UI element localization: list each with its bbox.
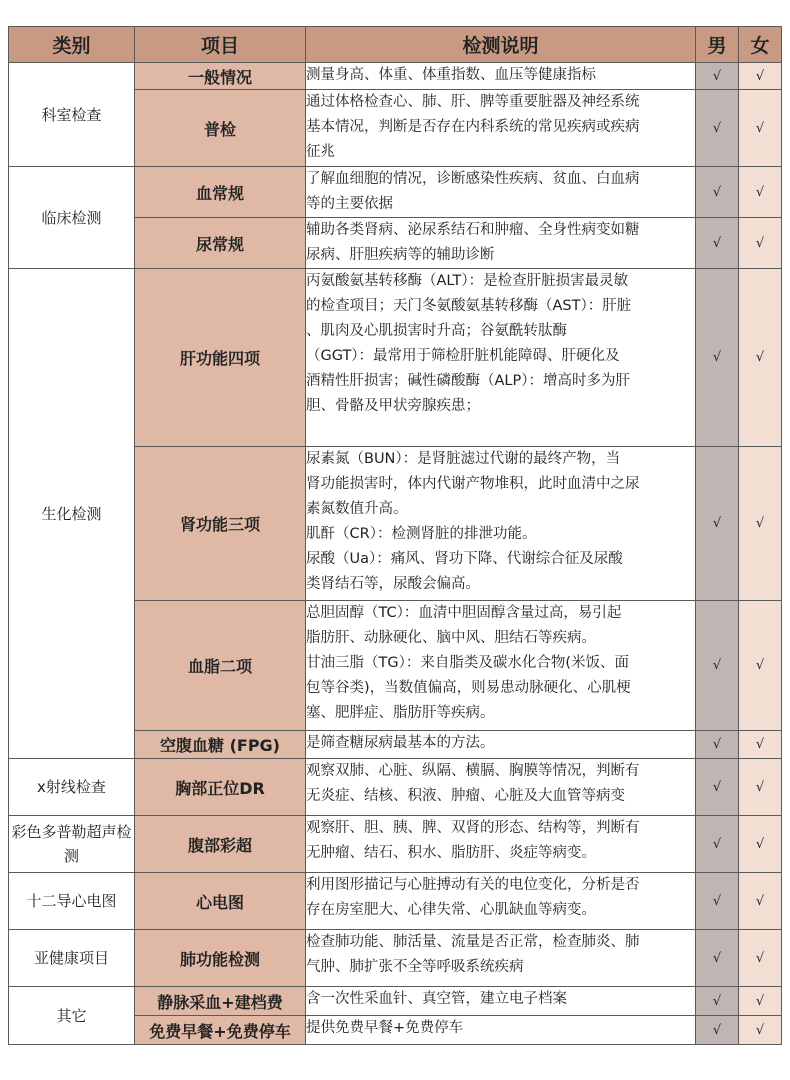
- category-cell: 科室检查: [9, 63, 135, 167]
- female-check: √: [739, 759, 782, 816]
- male-check: √: [696, 731, 739, 759]
- category-cell: x射线检查: [9, 759, 135, 816]
- table-row: [9, 987, 782, 1016]
- male-check: √: [696, 601, 739, 731]
- male-check: √: [696, 987, 739, 1016]
- table-row: [9, 930, 782, 987]
- table-row: [9, 63, 782, 90]
- table-row: [9, 759, 782, 816]
- female-check: √: [739, 167, 782, 218]
- header-category: 类别: [9, 27, 135, 63]
- category-cell: 彩色多普勒超声检测: [9, 816, 135, 873]
- female-check: √: [739, 269, 782, 447]
- category-cell: 亚健康项目: [9, 930, 135, 987]
- male-check: √: [696, 816, 739, 873]
- header-desc: 检测说明: [306, 27, 696, 63]
- exam-table: [8, 26, 782, 1045]
- category-cell: 其它: [9, 987, 135, 1045]
- female-check: √: [739, 1016, 782, 1045]
- female-check: √: [739, 601, 782, 731]
- female-check: √: [739, 218, 782, 269]
- header-item: 项目: [135, 27, 306, 63]
- female-check: √: [739, 930, 782, 987]
- category-cell: 临床检测: [9, 167, 135, 269]
- male-check: √: [696, 873, 739, 930]
- desc-cell: 利用图形描记与心脏搏动有关的电位变化，分析是否 存在房室肥大、心律失常、心肌缺血等病变。: [306, 873, 696, 930]
- desc-cell: 测量身高、体重、体重指数、血压等健康指标: [306, 63, 696, 90]
- female-check: √: [739, 63, 782, 90]
- female-check: √: [739, 987, 782, 1016]
- male-check: √: [696, 90, 739, 167]
- item-cell: 肾功能三项: [135, 447, 306, 601]
- item-cell: 心电图: [135, 873, 306, 930]
- item-cell: 一般情况: [135, 63, 306, 90]
- male-check: √: [696, 1016, 739, 1045]
- female-check: √: [739, 447, 782, 601]
- male-check: √: [696, 447, 739, 601]
- item-cell: 尿常规: [135, 218, 306, 269]
- female-check: √: [739, 816, 782, 873]
- desc-cell: 含一次性采血针、真空管，建立电子档案: [306, 987, 696, 1016]
- header-female: 女: [739, 27, 782, 63]
- table-row: [9, 269, 782, 447]
- desc-cell: 辅助各类肾病、泌尿系结石和肿瘤、全身性病变如糖 尿病、肝胆疾病等的辅助诊断: [306, 218, 696, 269]
- item-cell: 肝功能四项: [135, 269, 306, 447]
- item-cell: 静脉采血+建档费: [135, 987, 306, 1016]
- male-check: √: [696, 930, 739, 987]
- table-header-row: [9, 27, 782, 63]
- male-check: √: [696, 759, 739, 816]
- desc-cell: 是筛查糖尿病最基本的方法。: [306, 731, 696, 759]
- category-cell: 十二导心电图: [9, 873, 135, 930]
- table-row: [9, 816, 782, 873]
- male-check: √: [696, 63, 739, 90]
- desc-cell: 通过体格检查心、肺、肝、脾等重要脏器及神经系统 基本情况，判断是否存在内科系统的常见疾病或疾病 征兆: [306, 90, 696, 167]
- item-cell: 腹部彩超: [135, 816, 306, 873]
- desc-cell: 尿素氮（BUN）：是肾脏滤过代谢的最终产物，当 肾功能损害时，体内代谢产物堆积，此时血清中之尿 素氮数值升高。 肌酐（CR）：检测肾脏的排泄功能。 尿酸（Ua）：痛风、肾功下降、代谢综合征及尿酸 类肾结石等，尿酸会偏高。: [306, 447, 696, 601]
- female-check: √: [739, 873, 782, 930]
- item-cell: 空腹血糖 (FPG): [135, 731, 306, 759]
- table-row: [9, 167, 782, 218]
- category-cell: 生化检测: [9, 269, 135, 759]
- desc-cell: 丙氨酸氨基转移酶（ALT）：是检查肝脏损害最灵敏 的检查项目；天门冬氨酸氨基转移酶（AST）：肝脏 、肌肉及心肌损害时升高；谷氨酰转肽酶 （GGT）：最常用于筛检肝脏机能障碍、肝硬化及 酒精性肝损害；碱性磷酸酶（ALP）：增高时多为肝 胆、骨骼及甲状旁腺疾患；: [306, 269, 696, 447]
- header-male: 男: [696, 27, 739, 63]
- item-cell: 肺功能检测: [135, 930, 306, 987]
- desc-cell: 检查肺功能、肺活量、流量是否正常，检查肺炎、肺 气肿、肺扩张不全等呼吸系统疾病: [306, 930, 696, 987]
- item-cell: 免费早餐+免费停车: [135, 1016, 306, 1045]
- table-row: [9, 873, 782, 930]
- female-check: √: [739, 90, 782, 167]
- male-check: √: [696, 167, 739, 218]
- item-cell: 血脂二项: [135, 601, 306, 731]
- female-check: √: [739, 731, 782, 759]
- male-check: √: [696, 269, 739, 447]
- male-check: √: [696, 218, 739, 269]
- desc-cell: 观察双肺、心脏、纵隔、横膈、胸膜等情况，判断有 无炎症、结核、积液、肿瘤、心脏及大血管等病变: [306, 759, 696, 816]
- item-cell: 胸部正位DR: [135, 759, 306, 816]
- item-cell: 普检: [135, 90, 306, 167]
- item-cell: 血常规: [135, 167, 306, 218]
- desc-cell: 了解血细胞的情况，诊断感染性疾病、贫血、白血病 等的主要依据: [306, 167, 696, 218]
- desc-cell: 提供免费早餐+免费停车: [306, 1016, 696, 1045]
- desc-cell: 总胆固醇（TC）：血清中胆固醇含量过高，易引起 脂肪肝、动脉硬化、脑中风、胆结石等疾病。 甘油三脂（TG）：来自脂类及碳水化合物(米饭、面 包等谷类)，当数值偏高，则易患动脉硬化、心肌梗 塞、肥胖症、脂肪肝等疾病。: [306, 601, 696, 731]
- desc-cell: 观察肝、胆、胰、脾、双肾的形态、结构等，判断有 无肿瘤、结石、积水、脂肪肝、炎症等病变。: [306, 816, 696, 873]
